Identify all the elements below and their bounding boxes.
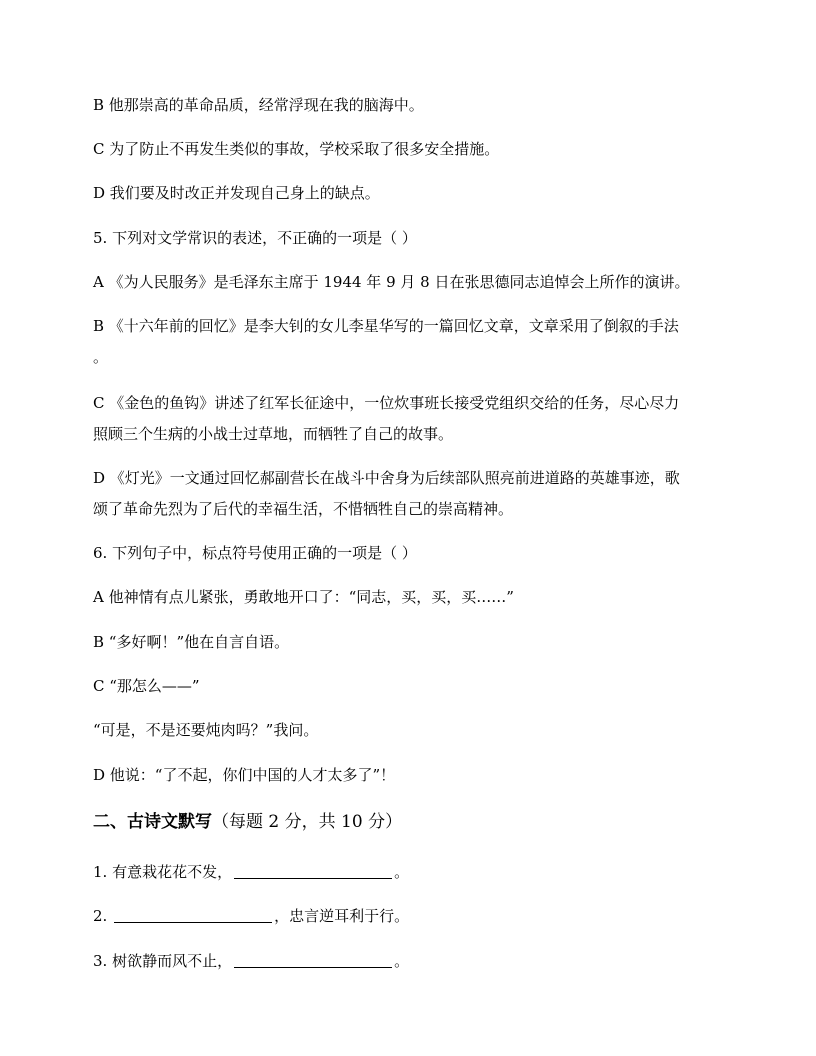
fill-question-1 xyxy=(93,856,733,888)
q6-option-c-continued: “可是，不是还要炖肉吗？”我问。 xyxy=(93,721,319,739)
q6-option-d: D 他说：“了不起，你们中国的人才太多了”！ xyxy=(93,766,396,784)
fill-q3-suffix: 。 xyxy=(394,952,410,970)
fill-question-2 xyxy=(93,900,733,932)
q6-option-b: B “多好啊！”他在自言自语。 xyxy=(93,633,290,651)
fill-q2-prefix: 2. xyxy=(93,907,113,925)
q4-option-c: C 为了防止不再发生类似的事故，学校采取了很多安全措施。 xyxy=(93,140,500,158)
fill-q2-suffix: ，忠言逆耳利于行。 xyxy=(274,907,410,925)
fill-q1-blank[interactable] xyxy=(234,862,392,879)
q5-option-d-line1: D 《灯光》一文通过回忆郝副营长在战斗中舍身为后续部队照亮前进道路的英雄事迹，歌 xyxy=(93,469,680,487)
q6-option-a: A 他神情有点儿紧张，勇敢地开口了：“同志，买，买，买……” xyxy=(93,588,514,606)
section-2-title: 二、古诗文默写 xyxy=(93,812,212,832)
fill-q3-blank[interactable] xyxy=(234,951,392,968)
q5-option-c-line1: C 《金色的鱼钩》讲述了红军长征途中，一位炊事班长接受党组织交给的任务，尽心尽力 xyxy=(93,394,680,412)
q4-option-d: D 我们要及时改正并发现自己身上的缺点。 xyxy=(93,184,380,202)
q5-option-c-line2: 照顾三个生病的小战士过草地，而牺牲了自己的故事。 xyxy=(93,425,454,443)
fill-q2-blank[interactable] xyxy=(114,906,272,923)
q4-option-b: B 他那崇高的革命品质，经常浮现在我的脑海中。 xyxy=(93,96,424,114)
q5-stem: 5. 下列对文学常识的表述，不正确的一项是（ ） xyxy=(93,229,417,247)
section-2-heading xyxy=(93,808,402,836)
q5-option-b-line2: 。 xyxy=(93,348,109,366)
q6-option-c: C “那怎么——” xyxy=(93,677,200,695)
q6-stem: 6. 下列句子中，标点符号使用正确的一项是（ ） xyxy=(93,544,417,562)
q5-option-b-line1: B 《十六年前的回忆》是李大钊的女儿李星华写的一篇回忆文章，文章采用了倒叙的手法 xyxy=(93,317,679,335)
fill-q1-prefix: 1. 有意栽花花不发， xyxy=(93,863,233,881)
section-2-score: （每题 2 分，共 10 分） xyxy=(212,812,403,832)
q5-option-d-line2: 颂了革命先烈为了后代的幸福生活，不惜牺牲自己的崇高精神。 xyxy=(93,500,514,518)
fill-q3-prefix: 3. 树欲静而风不止， xyxy=(93,952,233,970)
fill-question-3 xyxy=(93,945,733,977)
q5-option-a: A 《为人民服务》是毛泽东主席于 1944 年 9 月 8 日在张思德同志追悼会上所作的演讲。 xyxy=(93,273,690,291)
fill-q1-suffix: 。 xyxy=(394,863,410,881)
